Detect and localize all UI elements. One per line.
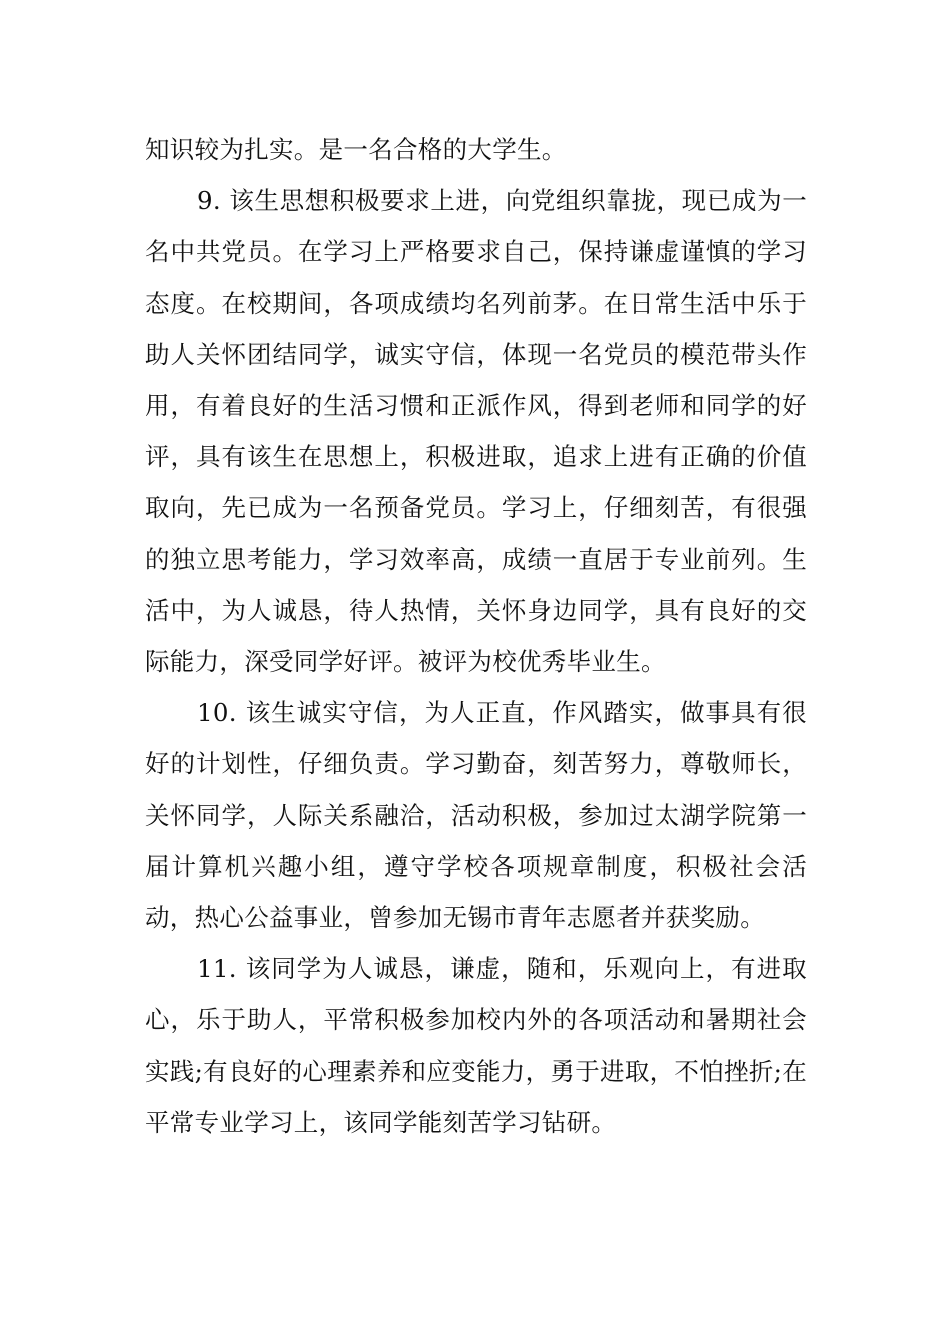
paragraph-item-9: 9. 该生思想积极要求上进，向党组织靠拢，现已成为一名中共党员。在学习上严格要求自己，保持谦虚谨慎的学习态度。在校期间，各项成绩均名列前茅。在日常生活中乐于助人关怀团结同学，诚实守信，体现一名党员的模范带头作用，有着良好的生活习惯和正派作风，得到老师和同学的好评，具有该生在思想上，积极进取，追求上进有正确的价值取向，先已成为一名预备党员。学习上，仔细刻苦，有很强的独立思考能力，学习效率高，成绩一直居于专业前列。生活中，为人诚恳，待人热情，关怀身边同学，具有良好的交际能力，深受同学好评。被评为校优秀毕业生。 <box>145 186 807 677</box>
paragraph-item-10: 10. 该生诚实守信，为人正直，作风踏实，做事具有很好的计划性，仔细负责。学习勤奋，刻苦努力，尊敬师长，关怀同学，人际关系融洽，活动积极，参加过太湖学院第一届计算机兴趣小组，遵守学校各项规章制度，积极社会活动，热心公益事业，曾参加无锡市青年志愿者并获奖励。 <box>145 698 807 933</box>
paragraph-item-11: 11. 该同学为人诚恳，谦虚，随和，乐观向上，有进取心，乐于助人，平常积极参加校内外的各项活动和暑期社会实践;有良好的心理素养和应变能力，勇于进取，不怕挫折;在平常专业学习上，该同学能刻苦学习钻研。 <box>145 954 807 1137</box>
document-body <box>145 124 807 1148</box>
paragraph-continuation: 知识较为扎实。是一名合格的大学生。 <box>145 135 567 164</box>
